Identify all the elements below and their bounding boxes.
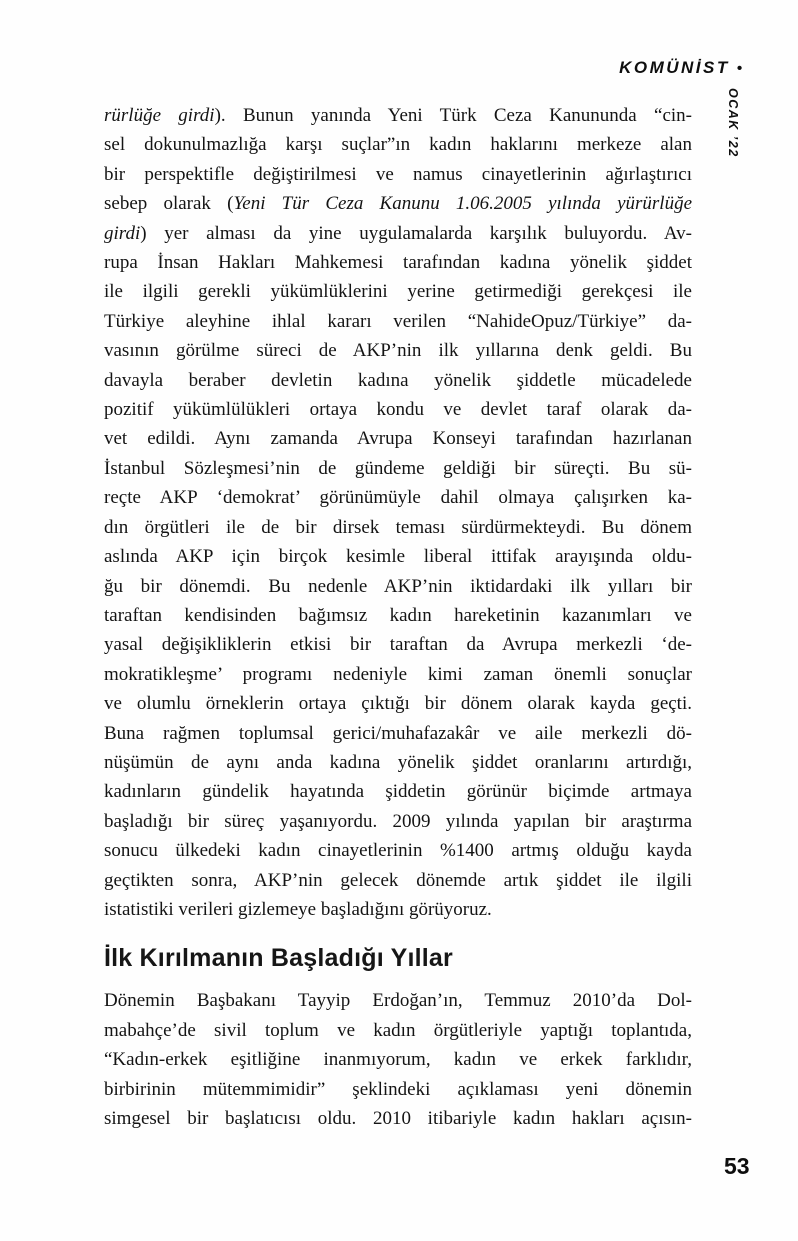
text-line: simgesel bir başlatıcısı oldu. 2010 itibariyle kadın hakları açısın- [104, 1108, 692, 1129]
journal-masthead [619, 58, 742, 78]
page-number: 53 [724, 1153, 750, 1179]
text-line: sebep olarak (Yeni Tür Ceza Kanunu 1.06.2005 yılında yürürlüğe [104, 193, 692, 215]
text-line: yasal değişikliklerin etkisi bir taraftan da Avrupa merkezli ‘de- [104, 634, 692, 656]
text-line: ve olumlu örneklerin ortaya çıktığı bir dönem olarak kayda geçti. [104, 693, 692, 715]
text-line: Türkiye aleyhine ihlal kararı verilen “NahideOpuz/Türkiye” da- [104, 310, 692, 332]
text-line: davayla beraber devletin kadına yönelik şiddetle mücadelede [104, 369, 692, 391]
text-line: ğu bir dönemdi. Bu nedenle AKP’nin iktidardaki ilk yılları bir [104, 575, 692, 597]
text-line: İstanbul Sözleşmesi’nin de gündeme geldiği bir süreçti. Bu sü- [104, 457, 692, 479]
text-line: pozitif yükümlülükleri ortaya kondu ve devlet taraf olarak da- [104, 399, 692, 421]
masthead-bullet-icon: • [736, 60, 742, 77]
paragraph-continuation [104, 101, 692, 924]
text-line: nüşümün de aynı anda kadına yönelik şiddet oranlarını artırdığı, [104, 751, 692, 773]
text-line: istatistiki verileri gizlemeye başladığını görüyoruz. [104, 898, 492, 920]
text-line: “Kadın-erkek eşitliğine inanmıyorum, kadın ve erkek farklıdır, [104, 1049, 692, 1071]
text-line: sel dokunulmazlığa karşı suçlar”ın kadın haklarını merkeze alan [104, 134, 692, 156]
text-line: taraftan kendisinden bağımsız kadın hareketinin kazanımları ve [104, 604, 692, 626]
text-line: bir perspektifle değiştirilmesi ve namus cinayetlerinin ağırlaştırıcı [104, 163, 692, 185]
text-line: birbirinin mütemmimidir” şeklindeki açıklaması yeni dönemin [104, 1078, 692, 1100]
text-line: ile ilgili gerekli yükümlüklerini yerine getirmediği gerekçesi ile [104, 281, 692, 303]
text-line: vet edildi. Aynı zamanda Avrupa Konseyi tarafından hazırlanan [104, 428, 692, 450]
text-line: dın örgütleri ile de bir dirsek teması sürdürmekteydi. Bu dönem [104, 516, 692, 538]
issue-date-vertical: OCAK ’22 [726, 88, 740, 158]
text-line: reçte AKP ‘demokrat’ görünümüyle dahil olmaya çalışırken ka- [104, 487, 692, 509]
text-line: Dönemin Başbakanı Tayyip Erdoğan’ın, Temmuz 2010’da Dol- [104, 990, 692, 1012]
text-line: vasının görülme süreci de AKP’nin ilk yıllarına denk geldi. Bu [104, 340, 692, 362]
text-line: geçtikten sonra, AKP’nin gelecek dönemde artık şiddet ile ilgili [104, 869, 692, 891]
text-line: sonucu ülkedeki kadın cinayetlerinin %1400 artmış olduğu kayda [104, 840, 692, 862]
section-paragraph [104, 986, 692, 1133]
text-line: mabahçe’de sivil toplum ve kadın örgütleriyle yaptığı toplantıda, [104, 1019, 692, 1041]
text-line: rupa İnsan Hakları Mahkemesi tarafından kadına yönelik şiddet [104, 252, 692, 274]
text-line: başladığı bir süreç yaşanıyordu. 2009 yılında yapılan bir araştırma [104, 810, 692, 832]
text-line: kadınların gündelik hayatında şiddetin görünür biçimde artmaya [104, 781, 692, 803]
text-line: mokratikleşme’ programı nedeniyle kimi zaman önemli sonuçlar [104, 663, 692, 685]
text-line: rürlüğe girdi). Bunun yanında Yeni Türk Ceza Kanununda “cin- [104, 105, 693, 126]
section-heading: İlk Kırılmanın Başladığı Yıllar [104, 944, 453, 973]
journal-title: KOMÜNİST [619, 58, 730, 77]
article-text-column [104, 101, 692, 1133]
text-line: aslında AKP için birçok kesimle liberal ittifak arayışında oldu- [104, 546, 692, 568]
text-line: Buna rağmen toplumsal gerici/muhafazakâr ve aile merkezli dö- [104, 722, 692, 744]
text-line: girdi) yer alması da yine uygulamalarda karşılık buluyordu. Av- [104, 222, 692, 244]
